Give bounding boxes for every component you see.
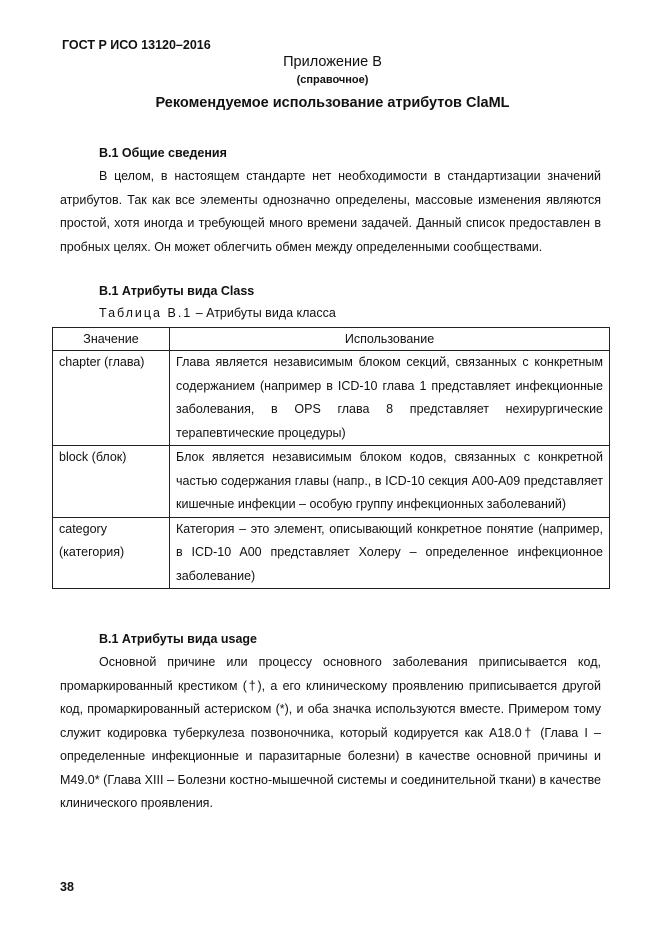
section-usage-title: В.1 Атрибуты вида usage — [99, 632, 258, 646]
value-line: category — [59, 521, 107, 536]
appendix-title: Приложение В — [283, 54, 382, 70]
section-general-title: В.1 Общие сведения — [99, 146, 227, 160]
appendix-heading: Рекомендуемое использование атрибутов ClaML — [155, 95, 510, 111]
table-header-row — [53, 328, 610, 351]
table-cell-usage: Блок является независимым блоком кодов, связанных с конкретной частью содержания главы (напр., в ICD-10 секция A00-A09 представляет кишечные инфекции – особую группу инфекционных заболеваний) — [170, 446, 610, 518]
value-line: (категория) — [59, 545, 125, 559]
table-cell-value — [53, 351, 170, 446]
table-row — [53, 517, 610, 589]
table-cell-value — [53, 517, 170, 589]
table-caption-text: – Атрибуты вида класса — [192, 306, 336, 320]
table-cell-usage: Глава является независимым блоком секций, связанных с конкретным содержанием (например в ICD-10 глава 1 представляет инфекционные заболевания, в OPS глава 8 представляет нехирургические терапевтические процедуры) — [170, 351, 610, 446]
section-class-title: В.1 Атрибуты вида Class — [99, 284, 255, 298]
table-cell-usage: Категория – это элемент, описывающий конкретное понятие (например, в ICD-10 A00 представляет Холеру – определенное инфекционное заболевание) — [170, 517, 610, 589]
table-row — [53, 446, 610, 518]
section-usage-text: Основной причине или процессу основного заболевания приписывается код, промаркированный крестиком (†), а его клиническому проявлению приписывается другой код, промаркированный астериском (*), и оба значка используются вместе. Примером тому служит кодировка туберкулеза позвоночника, который кодируется как A18.0† (Глава I – определенные инфекционные и паразитарные болезни) в качестве основной причины и M49.0* (Глава XIII – Болезни костно-мышечной системы и соединительной ткани) в качестве клинического проявления. — [60, 655, 601, 810]
appendix-type: (справочное) — [296, 74, 369, 86]
page-number: 38 — [60, 880, 74, 894]
section-general-paragraph — [60, 165, 601, 259]
value-line: chapter (глава) — [59, 355, 145, 369]
table-row — [53, 351, 610, 446]
section-general-text: В целом, в настоящем стандарте нет необходимости в стандартизации значений атрибутов. Так как все элементы однозначно определены, массовые изменения являются простой, хотя иногда и требующей много времени задачей. Данный список предоставлен в пробных целях. Он может облегчить обмен между определенными сообществами. — [60, 169, 601, 254]
table-header-value: Значение — [53, 328, 170, 351]
table-header-usage: Использование — [170, 328, 610, 351]
table-caption-label: Таблица В.1 — [99, 306, 193, 320]
standard-code: ГОСТ Р ИСО 13120–2016 — [62, 38, 211, 52]
value-line: block (блок) — [59, 450, 127, 464]
table-cell-value — [53, 446, 170, 518]
class-attributes-table — [52, 327, 610, 589]
section-usage-paragraph — [60, 651, 601, 816]
table-caption — [99, 306, 336, 320]
